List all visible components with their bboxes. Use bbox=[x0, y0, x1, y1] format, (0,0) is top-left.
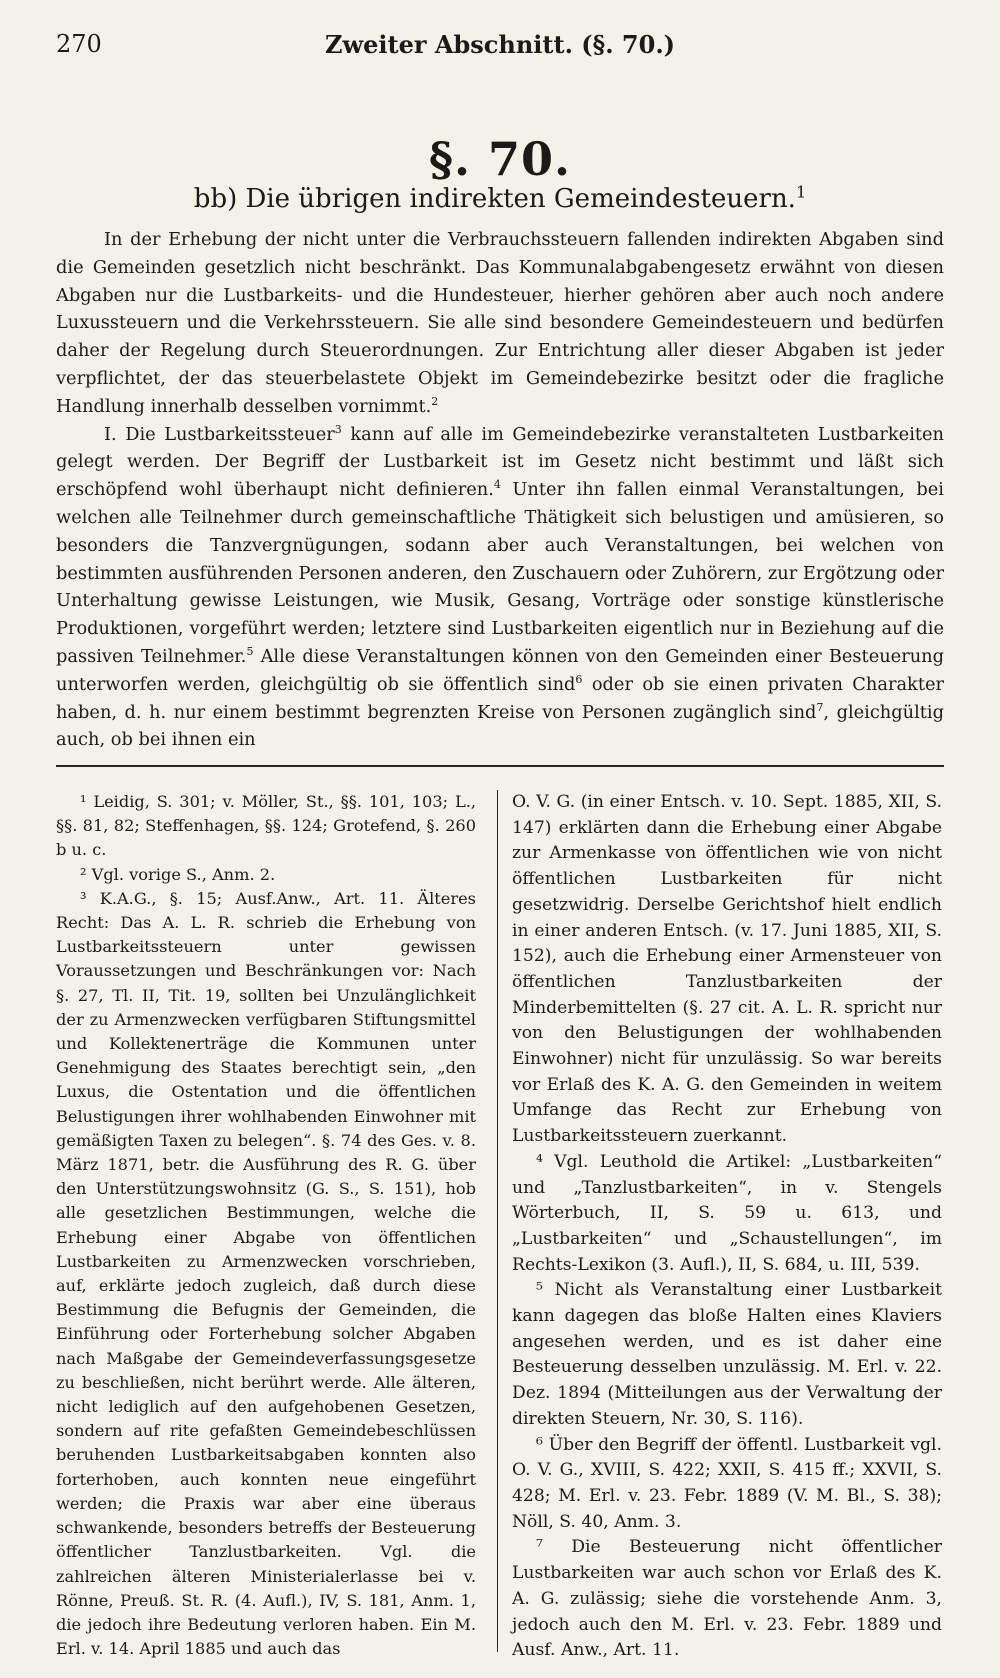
footnote-marker: 6 bbox=[575, 672, 583, 686]
column-divider bbox=[497, 790, 498, 1652]
footnote-marker: 4 bbox=[493, 478, 501, 492]
footnotes-left-column bbox=[56, 790, 476, 1661]
paragraph-text: , gleichgültig auch, ob bei ihnen ein bbox=[56, 701, 944, 751]
section-title: §. 70. bbox=[428, 132, 572, 186]
paragraph-text: Unter ihn fallen einmal Veranstaltungen, bei welchen alle Teilnehmer durch gemeinschaftliche Thätigkeit sich belustigen und amüsieren, so besonders die Tanzvergnügungen, sodann aber auch Veranstaltungen, bei welchen von bestimmten ausführenden Personen anderen, den Zuschauern oder Zuhörern, zur Ergötzung oder Unterhaltung gewisse Leistungen, wie Musik, Gesang, Vorträge oder sonstige künstlerische Produktionen, vorgeführt werden; letztere sind Lustbarkeiten eigentlich nur in Beziehung auf die passiven Teilnehmer. bbox=[56, 479, 944, 667]
footnotes-right-column bbox=[512, 790, 942, 1664]
paragraph-text: I. Die Lustbarkeitssteuer bbox=[104, 423, 335, 445]
paragraph bbox=[56, 421, 944, 755]
footnote: ⁶ Über den Begriff der öffentl. Lustbarkeit vgl. O. V. G., XVIII, S. 422; XXII, S. 415 ff.; XXVII, S. 428; M. Erl. v. 23. Febr. 1889 (V. M. Bl., S. 38); Nöll, S. 40, Anm. 3. bbox=[512, 1434, 942, 1532]
footnote: O. V. G. (in einer Entsch. v. 10. Sept. 1885, XII, S. 147) erklärten dann die Erhebung einer Abgabe zur Armenkasse von öffentlichen wie von nicht öffentlichen Lustbarkeiten für nicht gesetzwidrig. Derselbe Gerichtshof hielt endlich in einer anderen Entsch. (v. 17. Juni 1885, XII, S. 152), auch die Erhebung einer Armensteuer von öffentlichen Tanzlustbarkeiten der Minderbemittelten (§. 27 cit. A. L. R. spricht nur von den Belustigungen der wohlhabenden Einwohner) nicht für unzulässig. So war bereits vor Erlaß des K. A. G. den Gemeinden in weitem Umfange das Recht zur Erhebung von Lustbarkeitssteuern zuerkannt. bbox=[512, 792, 942, 1147]
footnote-marker: 2 bbox=[431, 394, 439, 408]
footnote-marker: 1 bbox=[795, 182, 807, 202]
footnote: ² Vgl. vorige S., Anm. 2. bbox=[80, 864, 276, 884]
main-text bbox=[56, 226, 944, 754]
footnote-marker: 7 bbox=[816, 700, 824, 714]
paragraph-text: Alle diese Veranstaltungen können von den Gemeinden einer Besteuerung unterworfen werden, gleichgültig ob sie öffentlich sind bbox=[56, 645, 944, 695]
footnote: ¹ Leidig, S. 301; v. Möller, St., §§. 101, 103; L., §§. 81, 82; Steffenhagen, §§. 124; Grotefend, §. 260 b u. c. bbox=[56, 792, 476, 860]
footnote-rule bbox=[56, 765, 944, 767]
paragraph-text: kann auf alle im Gemeindebezirke veranstalteten Lustbarkeiten gelegt werden. Der Begriff der Lustbarkeit ist im Gesetz nicht bestimmt und läßt sich erschöpfend wohl überhaupt nicht definieren. bbox=[56, 423, 945, 501]
page-header bbox=[56, 30, 944, 70]
running-title: Zweiter Abschnitt. (§. 70.) bbox=[324, 30, 676, 59]
footnote: ⁷ Die Besteuerung nicht öffentlicher Lustbarkeiten war auch schon vor Erlaß des K. A. G. zulässig; siehe die vorstehende Anm. 3, jedoch auch den M. Erl. v. 23. Febr. 1889 und Ausf. Anw., Art. 11. bbox=[512, 1537, 942, 1661]
footnote: ³ K.A.G., §. 15; Ausf.Anw., Art. 11. Älteres Recht: Das A. L. R. schrieb die Erhebung von Lustbarkeitssteuern unter gewissen Voraussetzungen und Beschränkungen vor: Nach §. 27, Tl. II, Tit. 19, sollten bei Unzulänglichkeit der zu Armenzwecken verfügbaren Stiftungsmittel und Kollektenerträge die Kommunen unter Genehmigung des Staates berechtigt sein, „den Luxus, die Ostentation und die öffentlichen Belustigungen ihrer wohlhabenden Einwohner mit gemäßigten Taxen zu belegen“. §. 74 des Ges. v. 8. März 1871, betr. die Ausführung des R. G. über den Unterstützungswohnsitz (G. S., S. 151), hob alle gesetzlichen Bestimmungen, welche die Erhebung einer Abgabe von öffentlichen Lustbarkeiten zu Armenzwecken vorschrieben, auf, erklärte jedoch zugleich, daß durch diese Bestimmung die Befugnis der Gemeinden, die Einführung oder Forterhebung solcher Abgaben nach Maßgabe der Gemeindeverfassungsgesetze zu beschließen, nicht berührt werde. Alle älteren, nicht lediglich auf den aufgehobenen Gesetzen, sondern auf rite gefaßten Gemeindebeschlüssen beruhenden Lustbarkeitsabgaben konnten also forterhoben, auch konnten neue eingeführt werden; die Praxis war aber eine überaus schwankende, besonders betreffs der Besteuerung öffentlicher Tanzlustbarkeiten. Vgl. die zahlreichen älteren Ministerialerlasse bei v. Rönne, Preuß. St. R. (4. Aufl.), IV, S. 181, Anm. 1, die jedoch ihre Bedeutung verloren haben. Ein M. Erl. v. 14. April 1885 und auch das bbox=[56, 888, 476, 1659]
paragraph-text: In der Erhebung der nicht unter die Verbrauchssteuern fallenden indirekten Abgaben sind die Gemeinden gesetzlich nicht beschränkt. Das Kommunalabgabengesetz erwähnt von diesen Abgaben nur die Lustbarkeits- und die Hundesteuer, hierher gehören aber auch noch andere Luxussteuern und die Verkehrssteuern. Sie alle sind besondere Gemeindesteuern und bedürfen daher der Regelung durch Steuerordnungen. Zur Entrichtung aller dieser Abgaben ist jeder verpflichtet, der das steuerbelastete Objekt im Gemeindebezirke besitzt oder die fragliche Handlung innerhalb desselben vornimmt. bbox=[56, 229, 944, 417]
footnote-marker: 5 bbox=[246, 645, 254, 659]
footnote-marker: 3 bbox=[334, 422, 342, 436]
subsection-title-text: bb) Die übrigen indirekten Gemeindesteuern. bbox=[193, 184, 796, 214]
paragraph bbox=[56, 226, 944, 421]
footnote: ⁵ Nicht als Veranstaltung einer Lustbarkeit kann dagegen das bloße Halten eines Klaviers angesehen werden, und es ist daher eine Besteuerung desselben unzulässig. M. Erl. v. 22. Dez. 1894 (Mitteilungen aus der Verwaltung der direkten Steuern, Nr. 30, S. 116). bbox=[512, 1280, 942, 1429]
page-number: 270 bbox=[56, 30, 102, 58]
footnote: ⁴ Vgl. Leuthold die Artikel: „Lustbarkeiten“ und „Tanzlustbarkeiten“, in v. Stengels Wörterbuch, II, S. 59 u. 613, und „Lustbarkeiten“ und „Schaustellungen“, im Rechts-Lexikon (3. Aufl.), II, S. 684, u. III, 539. bbox=[512, 1151, 942, 1275]
subsection-title bbox=[0, 184, 1000, 214]
paragraph-text: oder ob sie einen privaten Charakter haben, d. h. nur einem bestimmt begrenzten Kreise von Personen zugänglich sind bbox=[56, 673, 945, 723]
